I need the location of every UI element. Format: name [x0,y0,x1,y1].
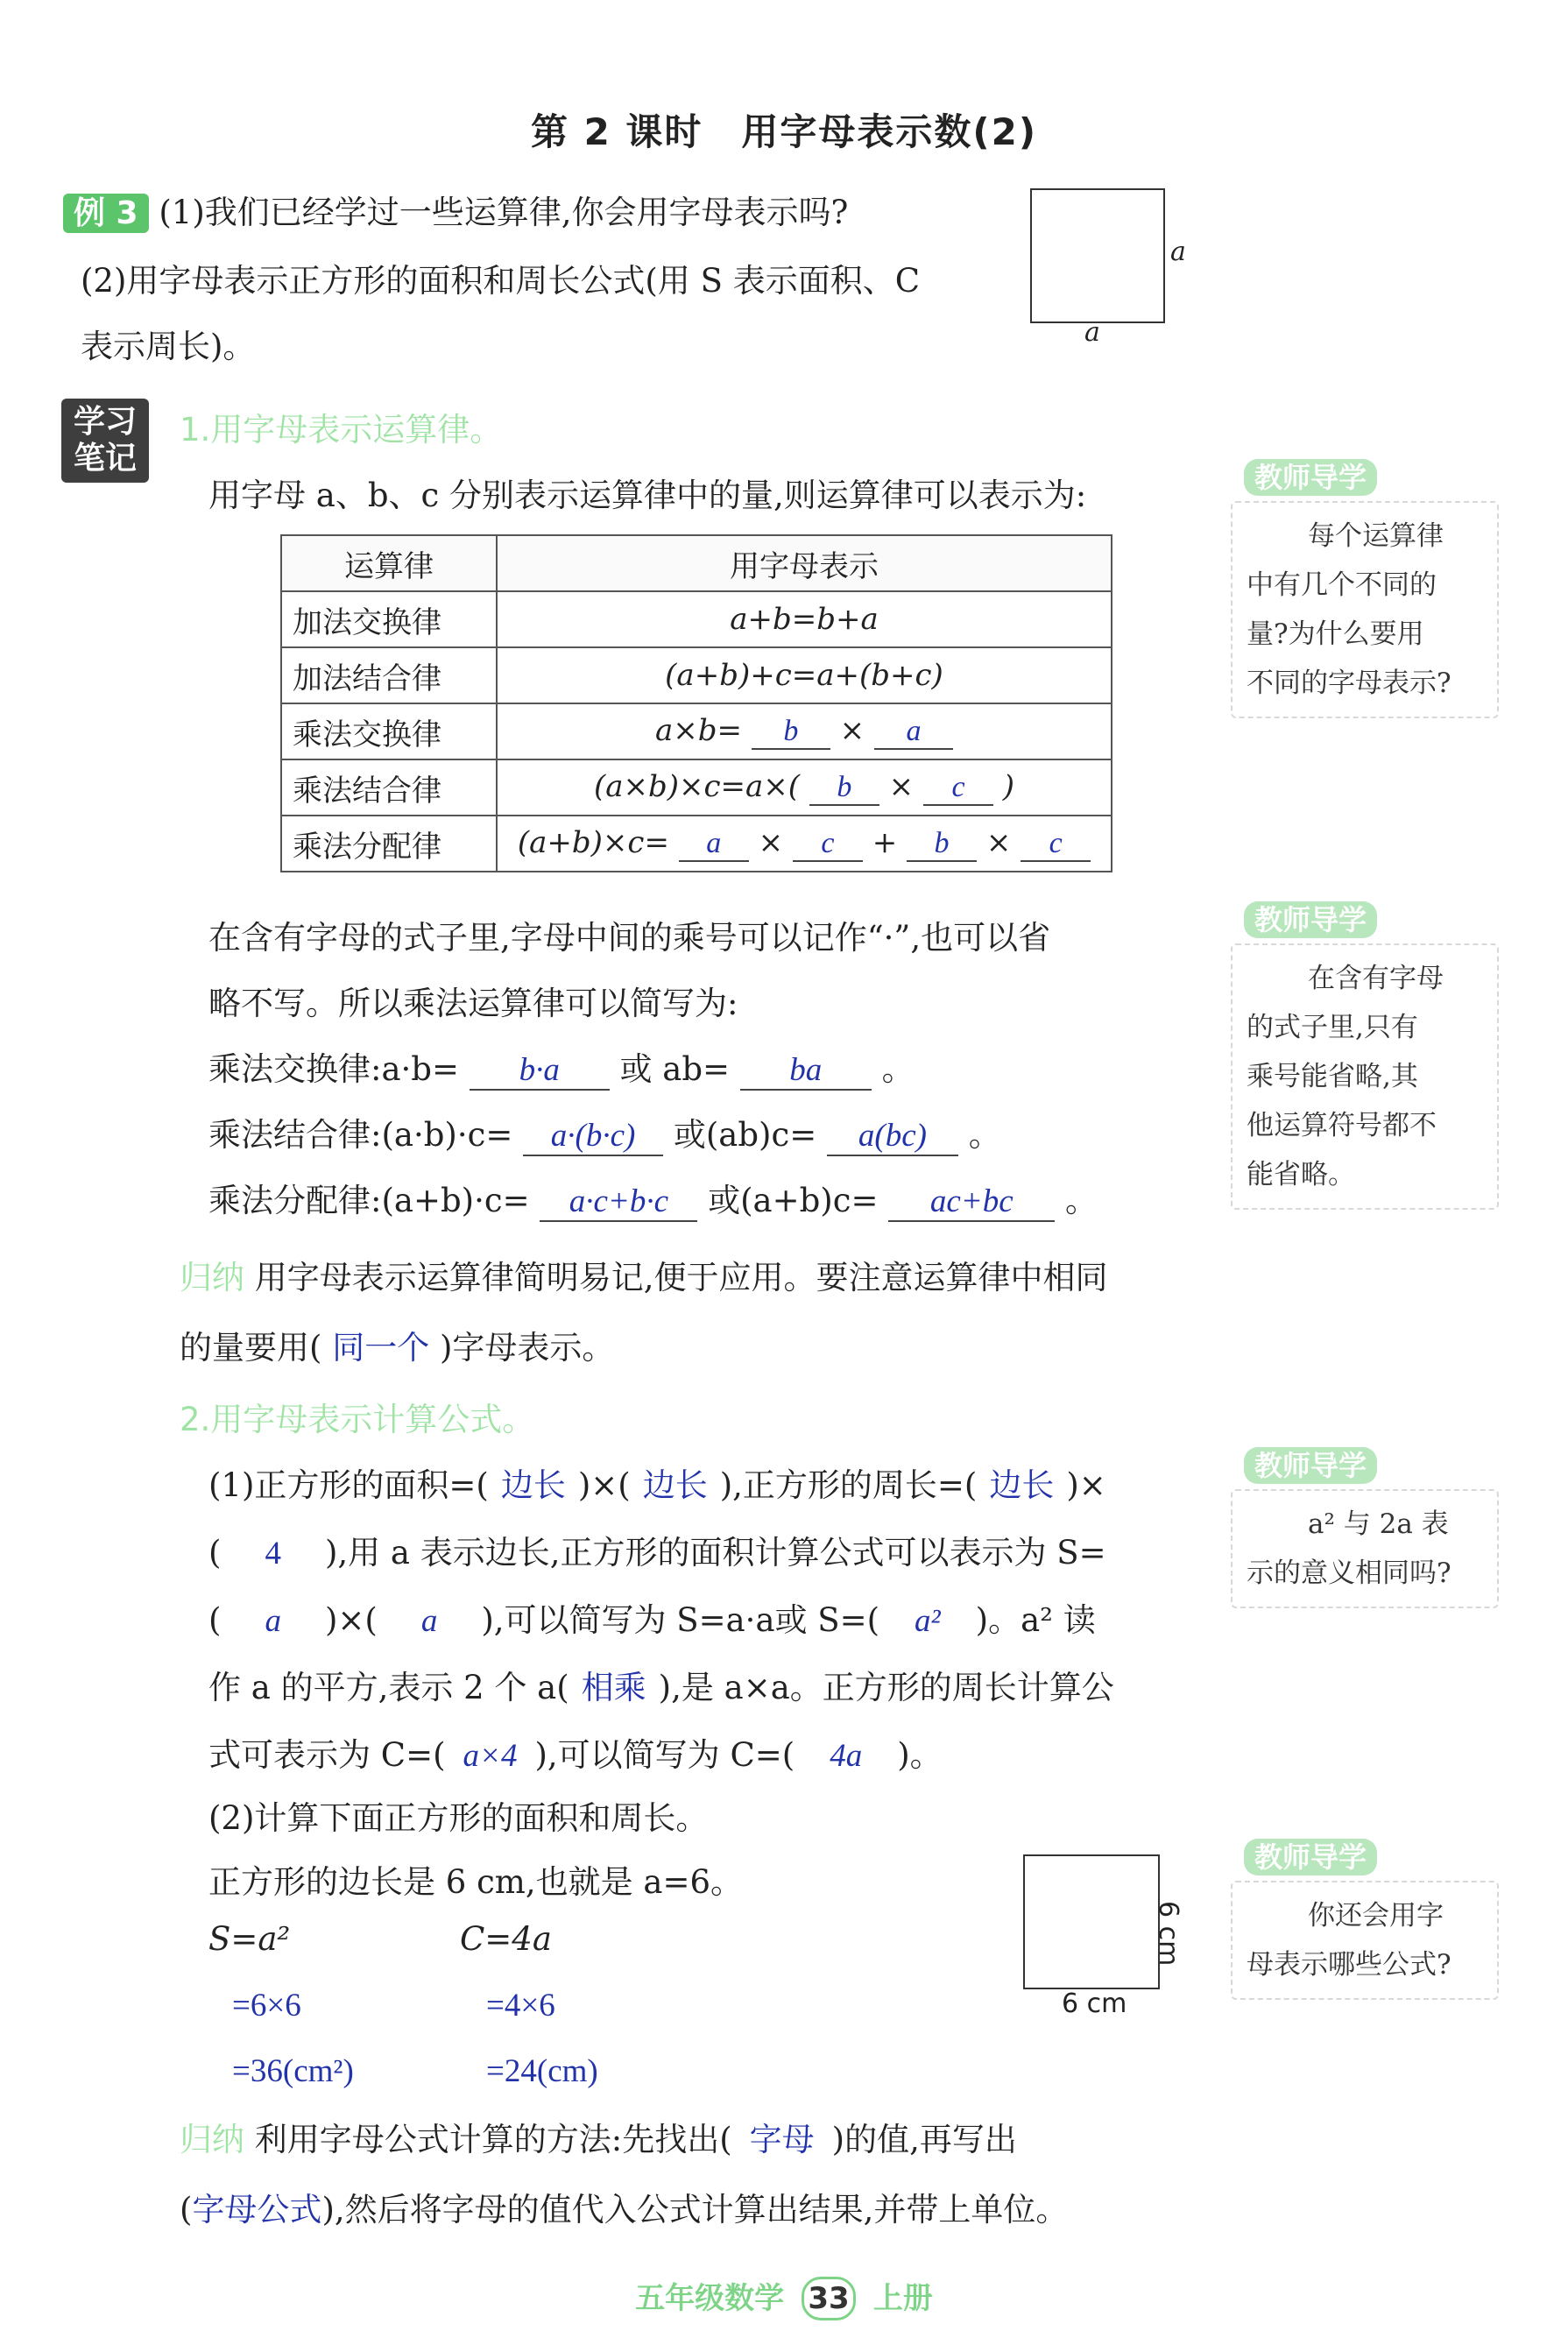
answer-blank: a(bc) [827,1117,958,1156]
sidenote-1-tag-wrap [1244,456,1377,496]
rules-table [280,534,1112,872]
sidenote-line: 乘号能省略,其 [1247,1061,1418,1092]
commutative-label: 乘法交换律:a·b= [208,1050,459,1088]
footer-volume: 上册 [872,2281,933,2316]
text: ( [180,2191,193,2228]
page-number: 33 [802,2277,856,2320]
section1-heading: 1.用字母表示运算律。 [180,411,503,449]
text: ( [208,1534,222,1572]
associative-or: 或(ab)c= [673,1116,817,1154]
example-q2a: (2)用字母表示正方形的面积和周长公式(用 S 表示面积、C [81,262,921,300]
answer-text: 相乘 [581,1670,646,1706]
answer-blank: b [907,827,977,862]
text: (1)正方形的面积=( [208,1466,489,1504]
distributive-line [208,1174,1098,1222]
answer-blank: b [809,771,879,806]
sidenote-line: 中有几个不同的 [1247,569,1437,601]
answer-blank: ba [740,1051,872,1091]
commutative-line [208,1042,915,1091]
expr-prefix: (a×b)×c=a×( [593,769,801,804]
study-notes-badge: 学习笔记 [61,399,149,483]
expr-suffix: ) [1002,769,1015,804]
area-step1: =6×6 [232,1988,301,2024]
text: 利用字母公式计算的方法:先找出( [254,2121,732,2158]
rule-expression [497,759,1112,816]
text: ),可以简写为 S=a·a或 S=( [481,1601,880,1639]
example-square [1030,188,1165,323]
period: 。 [1064,1182,1098,1219]
sidenote-line: 能省略。 [1247,1159,1355,1190]
table-row [281,759,1112,816]
calc-square [1023,1854,1160,1989]
sidenote-tag: 教师导学 [1244,459,1377,496]
sec1-p1: 在含有字母的式子里,字母中间的乘号可以记作“·”,也可以省 [208,919,1051,957]
sidenote-3 [1231,1489,1499,1608]
sec2-line2 [208,1526,1106,1573]
sidenote-1 [1231,501,1499,718]
text: )的值,再写出 [831,2121,1017,2158]
answer-text: a [265,1603,281,1639]
answer-blank: b [752,715,830,750]
summary-tag: 归纳 [180,2121,244,2158]
sidenote-line: 他运算符号都不 [1247,1110,1437,1141]
rule-name: 加法交换律 [281,591,497,647]
sidenote-2-tag-wrap [1244,898,1377,938]
table-row [281,703,1112,759]
text: ),是 a×a。正方形的周长计算公 [658,1669,1114,1706]
area-formula: S=a² [208,1920,291,1958]
table-header-expression: 用字母表示 [497,535,1112,591]
sidenote-line: 示的意义相同吗? [1247,1557,1451,1589]
sidenote-tag: 教师导学 [1244,1839,1377,1875]
area-step2: =36(cm²) [232,2053,354,2089]
sidenote-line: a² 与 2a 表 [1308,1508,1449,1540]
text: )。 [897,1736,943,1774]
answer-blank: ac+bc [888,1183,1055,1222]
answer-text: a [420,1603,438,1639]
sidenote-line: 母表示哪些公式? [1247,1949,1451,1981]
answer-blank: a·(b·c) [523,1117,663,1156]
example-row-1 [63,186,848,233]
sidenote-line: 在含有字母 [1308,963,1444,994]
expr-operator: × [985,825,1012,860]
expr-operator: × [839,713,865,748]
page-title: 第 2 课时 用字母表示数(2) [530,110,1038,153]
example-q2b: 表示周长)。 [81,328,256,365]
sec2-summary-line1 [180,2113,1017,2160]
text: ),然后将字母的值代入公式计算出结果,并带上单位。 [321,2191,1069,2228]
expr-operator: + [872,825,898,860]
associative-line [208,1108,1001,1156]
calc-square-side-label: 6 cm [1153,1901,1183,1967]
distributive-or: 或(a+b)c= [708,1182,879,1219]
period: 。 [968,1116,1001,1154]
period: 。 [881,1050,915,1088]
sec1-p2: 略不写。所以乘法运算律可以简写为: [208,985,738,1022]
sidenote-line: 你还会用字 [1308,1900,1444,1932]
sidenote-line: 量?为什么要用 [1247,618,1424,650]
answer-blank: c [1021,827,1091,862]
answer-text: 4 [265,1536,281,1572]
answer-text: a² [915,1603,941,1639]
text: ( [208,1601,222,1639]
answer-text: 边长 [500,1468,566,1504]
example-square-side-label: a [1170,237,1186,267]
sidenote-line: 不同的字母表示? [1247,667,1451,699]
section1-intro: 用字母 a、b、c 分别表示运算律中的量,则运算律可以表示为: [208,477,1087,514]
summary-text: 用字母表示运算律简明易记,便于应用。要注意运算律中相同 [254,1259,1108,1296]
text: )×( [577,1466,631,1504]
rule-name: 乘法结合律 [281,759,497,816]
text: )× [1066,1466,1106,1504]
sec2-line5 [208,1728,943,1776]
sidenote-3-tag-wrap [1244,1444,1377,1484]
answer-blank: a·c+b·c [540,1183,697,1222]
rule-name: 加法结合律 [281,647,497,703]
table-header-rule: 运算律 [281,535,497,591]
answer-text: 字母 [749,2122,815,2158]
text: )×( [324,1601,378,1639]
answer-text: 字母公式 [192,2193,322,2228]
sec2-summary-line2 [180,2183,1068,2230]
perimeter-step1: =4×6 [486,1988,555,2024]
distributive-label: 乘法分配律:(a+b)·c= [208,1182,530,1219]
expr-operator: × [888,769,915,804]
calc-square-bottom-label: 6 cm [1062,1988,1127,2019]
answer-blank: b·a [470,1051,610,1091]
summary-text-a: 的量要用( [180,1329,322,1367]
sidenote-4 [1231,1881,1499,2000]
sidenote-4-tag-wrap [1244,1835,1377,1875]
perimeter-step2: =24(cm) [486,2053,598,2089]
sec2-line1 [208,1459,1106,1506]
sec2-line3 [208,1593,1096,1641]
sidenote-tag: 教师导学 [1244,1447,1377,1484]
rule-expression [497,703,1112,759]
answer-text: 同一个 [332,1331,430,1367]
rule-name: 乘法交换律 [281,703,497,759]
answer-blank: c [923,771,993,806]
expr-operator: × [758,825,784,860]
associative-label: 乘法结合律:(a·b)·c= [208,1116,513,1154]
text: 式可表示为 C=( [208,1736,446,1774]
sec2-p3: 正方形的边长是 6 cm,也就是 a=6。 [208,1863,743,1901]
footer-grade: 五年级数学 [635,2281,785,2316]
text: ),用 a 表示边长,正方形的面积计算公式可以表示为 S= [324,1534,1106,1572]
rule-expression: a+b=b+a [497,591,1112,647]
summary-text-b: )字母表示。 [439,1329,615,1367]
rule-name: 乘法分配律 [281,816,497,872]
text: ),可以简写为 C=( [534,1736,795,1774]
page-footer [0,2274,1568,2320]
perimeter-formula: C=4a [460,1920,552,1958]
sidenote-tag: 教师导学 [1244,901,1377,938]
text: 作 a 的平方,表示 2 个 a( [208,1669,569,1706]
sec2-p2: (2)计算下面正方形的面积和周长。 [208,1799,709,1837]
answer-text: 边长 [989,1468,1055,1504]
example-square-bottom-label: a [1084,317,1100,348]
table-row [281,647,1112,703]
summary-tag: 归纳 [180,1259,244,1296]
answer-blank: a [679,827,749,862]
sec2-line4 [208,1661,1114,1708]
example-tag: 例 3 [63,194,149,233]
expr-prefix: (a+b)×c= [517,825,669,860]
sidenote-2 [1231,943,1499,1210]
table-row [281,816,1112,872]
expr-prefix: a×b= [655,713,743,748]
sec1-summary-line2 [180,1321,614,1368]
text: ),正方形的周长=( [719,1466,978,1504]
rule-expression: (a+b)+c=a+(b+c) [497,647,1112,703]
answer-text: 边长 [642,1468,708,1504]
answer-text: a×4 [463,1738,518,1774]
sidenote-line: 每个运算律 [1308,520,1444,552]
sec1-summary-line1 [180,1251,1108,1298]
answer-blank: c [793,827,863,862]
section2-heading: 2.用字母表示计算公式。 [180,1401,535,1438]
sidenote-line: 的式子里,只有 [1247,1012,1418,1043]
commutative-or: 或 ab= [619,1050,731,1088]
example-q1: (1)我们已经学过一些运算律,你会用字母表示吗? [159,194,849,231]
answer-blank: a [874,715,953,750]
answer-text: 4a [830,1738,863,1774]
table-row [281,591,1112,647]
rule-expression [497,816,1112,872]
text: )。a² 读 [975,1601,1096,1639]
